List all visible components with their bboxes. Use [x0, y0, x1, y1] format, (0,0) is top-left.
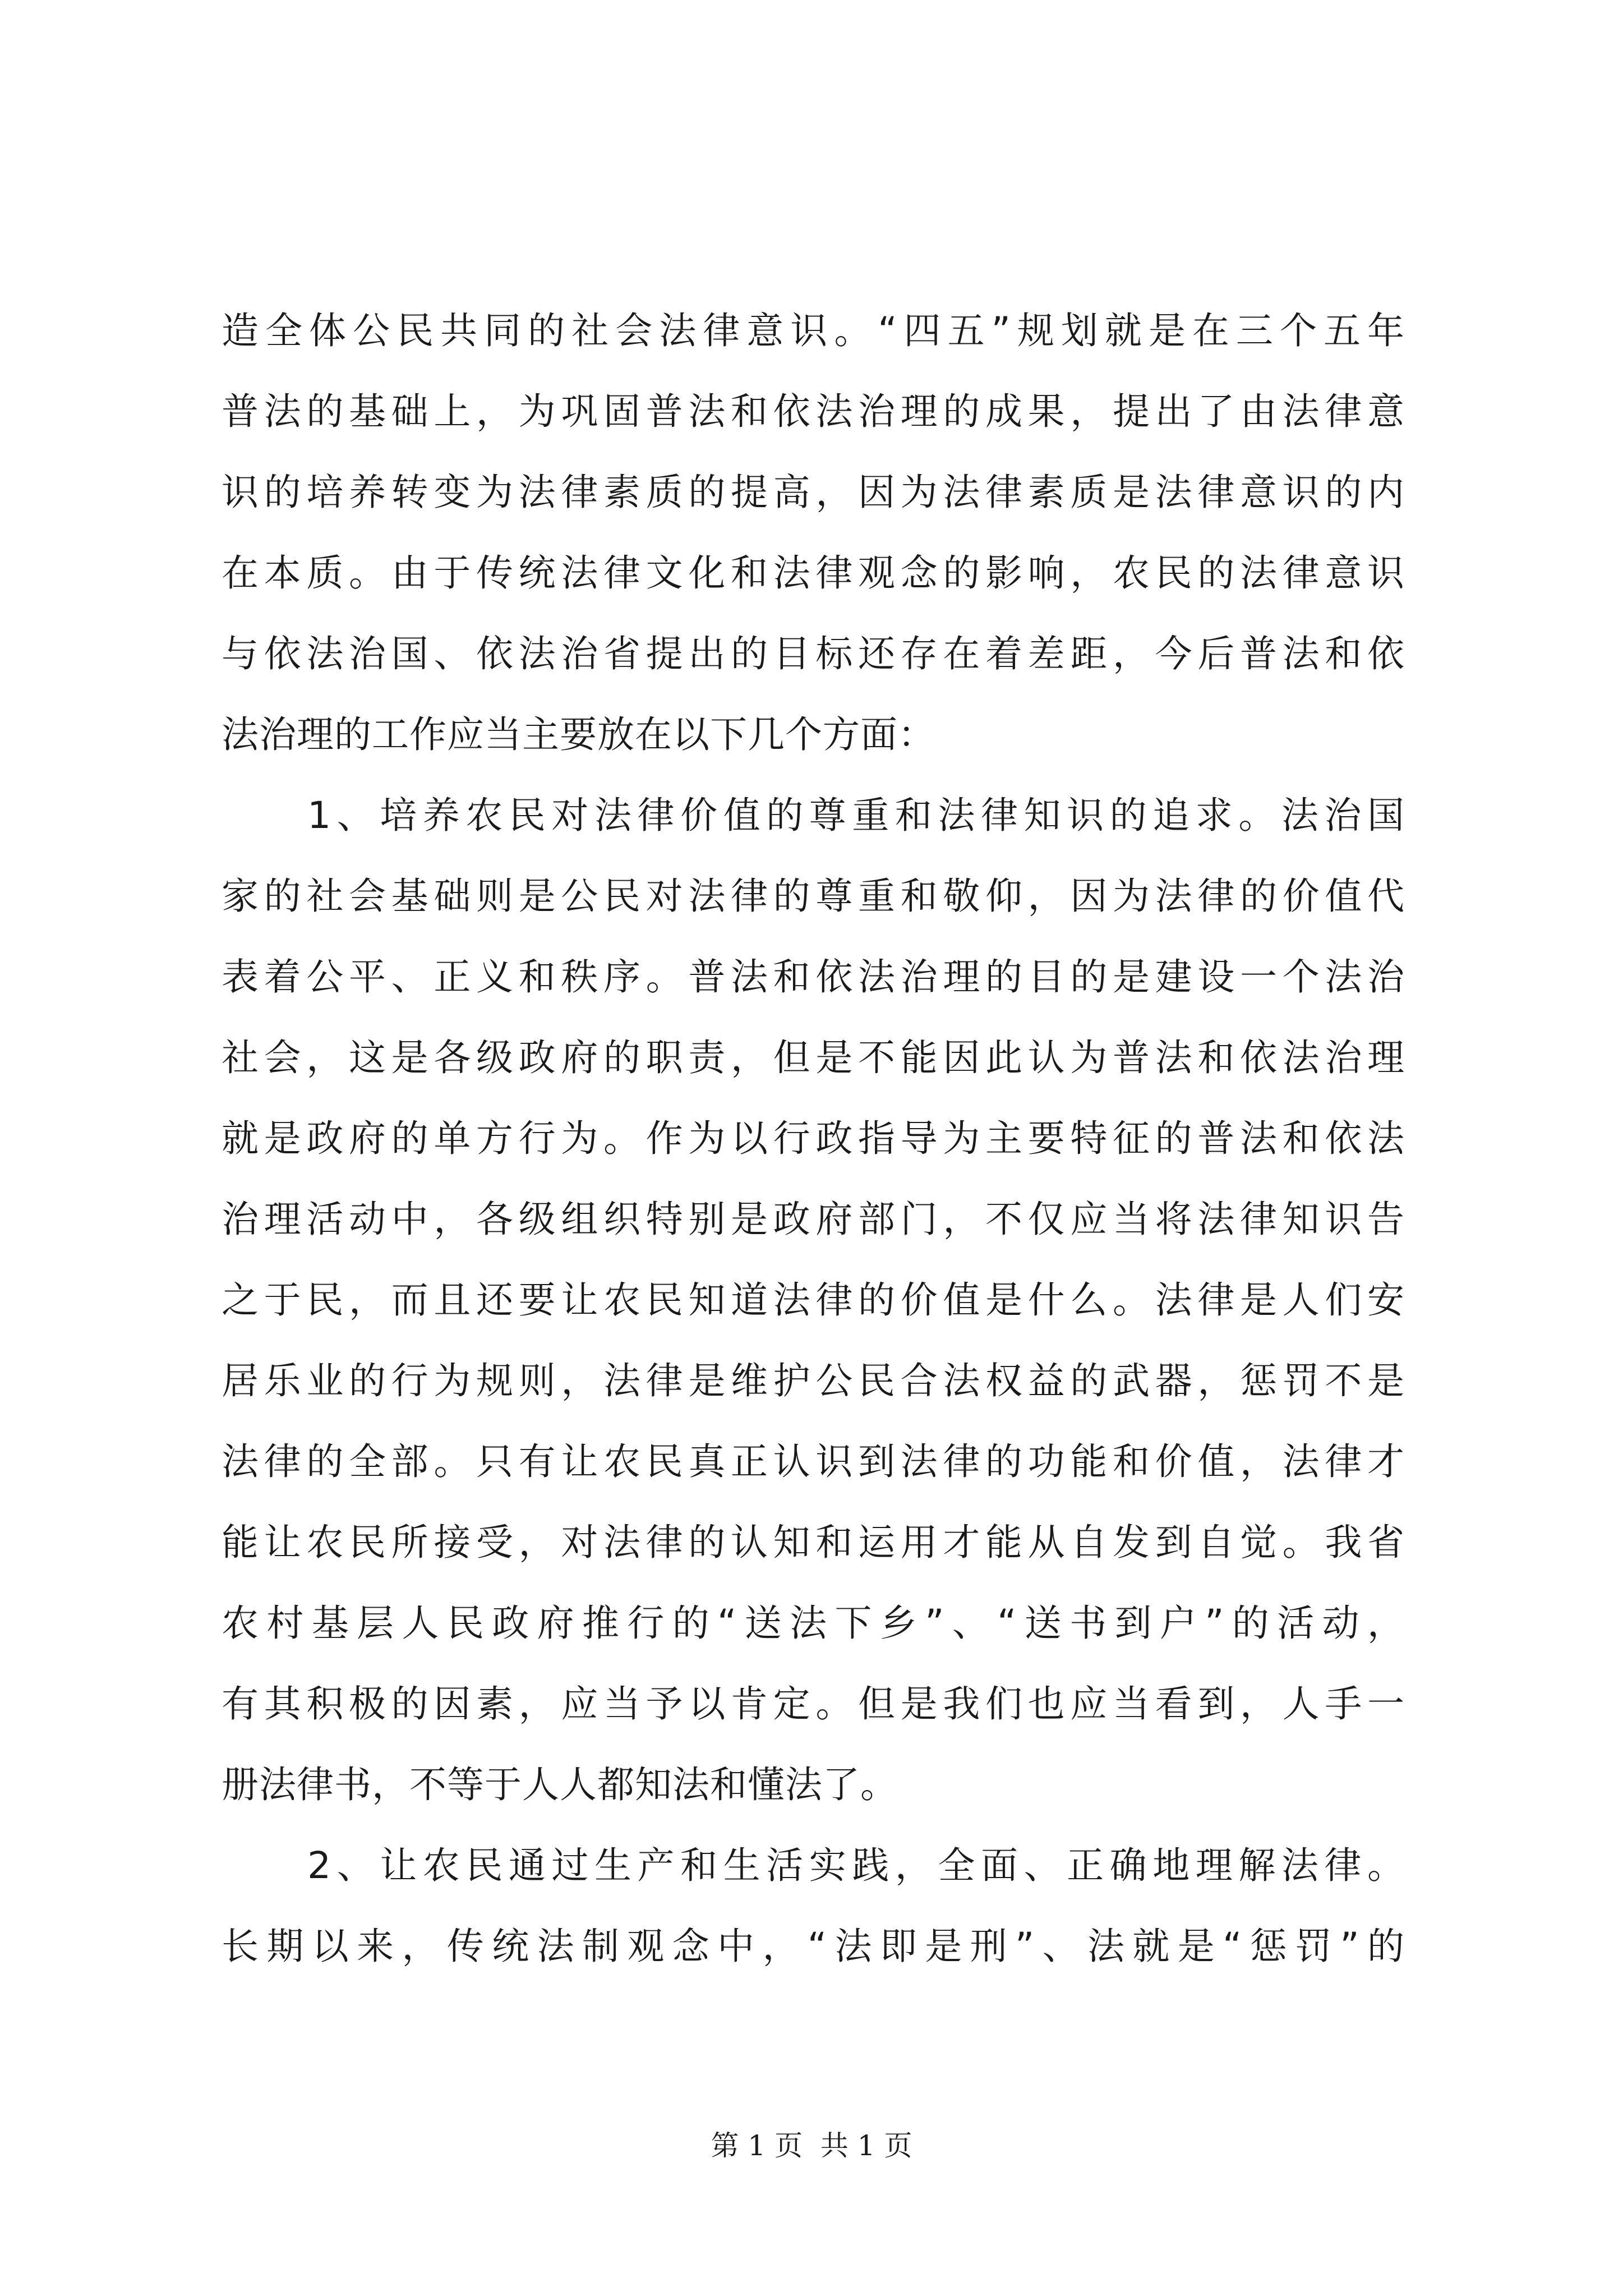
text-line: 之于民，而且还要让农民知道法律的价值是什么。法律是人们安	[222, 1278, 1405, 1322]
text-line: 能让农民所接受，对法律的认知和运用才能从自发到自觉。我省	[222, 1521, 1405, 1564]
text-line: 长期以来，传统法制观念中，“法即是刑”、法就是“惩罚”的	[222, 1925, 1405, 1968]
text-line: 法律的全部。只有让农民真正认识到法律的功能和价值，法律才	[222, 1440, 1405, 1483]
text-line: 农村基层人民政府推行的“送法下乡”、“送书到户”的活动，	[222, 1602, 1405, 1645]
text-line: 就是政府的单方行为。作为以行政指导为主要特征的普法和依法	[222, 1117, 1405, 1160]
text-line: 社会，这是各级政府的职责，但是不能因此认为普法和依法治理	[222, 1036, 1405, 1079]
body-text	[222, 291, 1405, 1987]
page-footer	[0, 2123, 1623, 2164]
page-number: 第 1 页 共 1 页	[711, 2129, 912, 2162]
text-line: 有其积极的因素，应当予以肯定。但是我们也应当看到，人手一	[222, 1682, 1405, 1726]
text-line: 法治理的工作应当主要放在以下几个方面：	[222, 713, 935, 756]
text-line: 治理活动中，各级组织特别是政府部门，不仅应当将法律知识告	[222, 1198, 1405, 1241]
text-line: 与依法治国、依法治省提出的目标还存在着差距，今后普法和依	[222, 632, 1405, 675]
text-line: 在本质。由于传统法律文化和法律观念的影响，农民的法律意识	[222, 551, 1405, 595]
text-line: 1、培养农民对法律价值的尊重和法律知识的追求。法治国	[222, 794, 1405, 837]
text-line: 表着公平、正义和秩序。普法和依法治理的目的是建设一个法治	[222, 955, 1405, 999]
text-line: 识的培养转变为法律素质的提高，因为法律素质是法律意识的内	[222, 471, 1405, 514]
text-line: 造全体公民共同的社会法律意识。“四五”规划就是在三个五年	[222, 309, 1405, 352]
text-line: 2、让农民通过生产和生活实践，全面、正确地理解法律。	[222, 1844, 1405, 1887]
text-line: 家的社会基础则是公民对法律的尊重和敬仰，因为法律的价值代	[222, 875, 1405, 918]
text-line: 册法律书，不等于人人都知法和懂法了。	[222, 1763, 898, 1806]
text-line: 普法的基础上，为巩固普法和依法治理的成果，提出了由法律意	[222, 390, 1405, 433]
text-line: 居乐业的行为规则，法律是维护公民合法权益的武器，惩罚不是	[222, 1359, 1405, 1402]
